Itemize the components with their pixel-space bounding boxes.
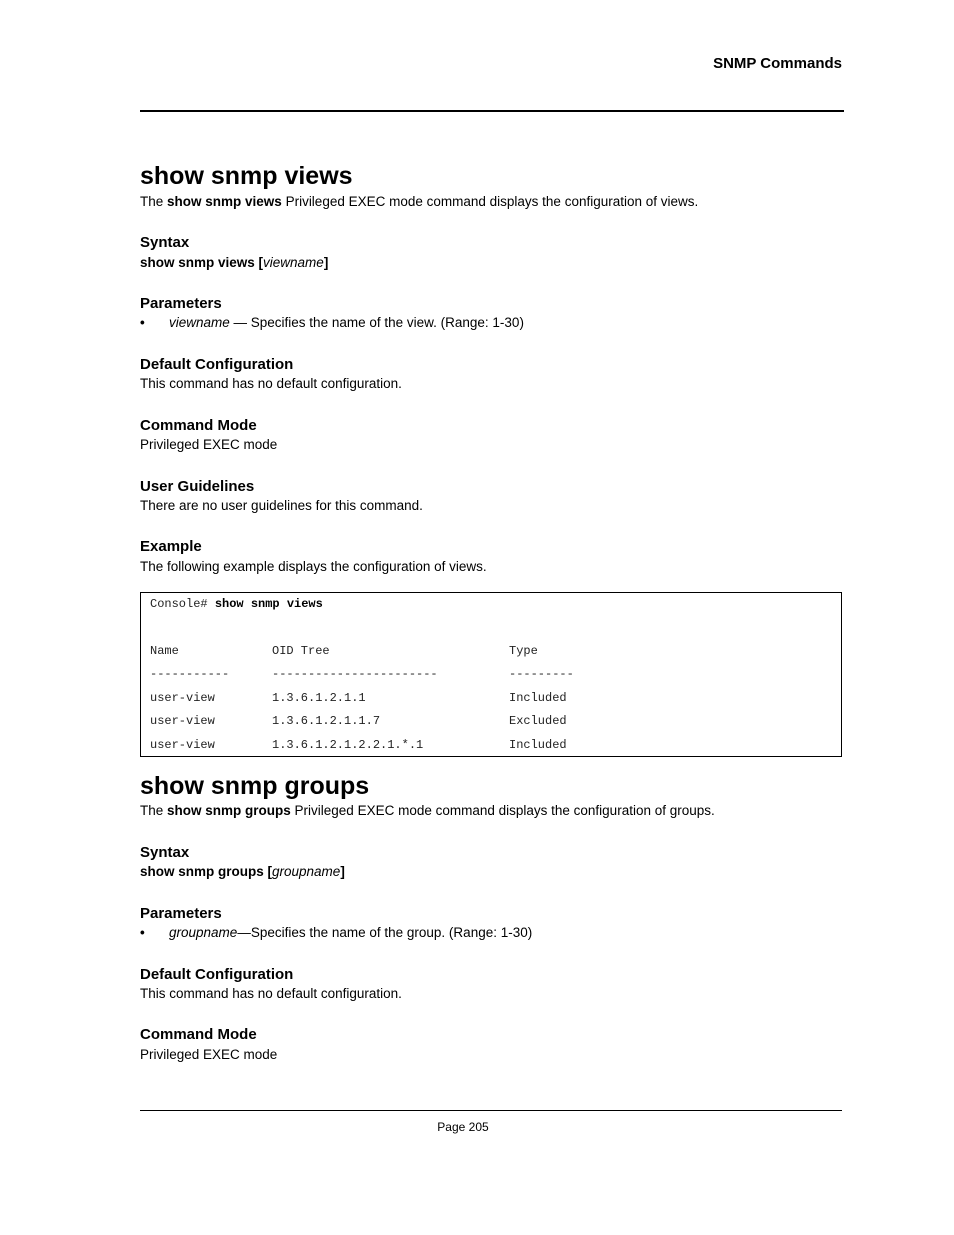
header-rule [140,110,844,112]
footer-rule [140,1110,842,1111]
bullet: • [140,315,145,330]
console-command: show snmp views [214,597,323,611]
views-guidelines-text: There are no user guidelines for this command. [140,498,423,513]
groups-mode-heading: Command Mode [140,1026,257,1043]
groups-default-text: This command has no default configuration. [140,986,402,1001]
views-intro-command: show snmp views [167,194,282,209]
console-cell-oid: 1.3.6.1.2.1.1.7 [272,714,381,728]
groups-param-name: groupname [169,925,238,940]
console-cell-name: user-view [150,738,215,752]
views-parameters-heading: Parameters [140,295,222,312]
console-cell-type: Included [509,691,567,705]
page-number: Page 205 [437,1120,489,1134]
console-cell-oid: 1.3.6.1.2.1.2.2.1.*.1 [272,738,424,752]
views-syntax-arg: viewname [263,255,324,270]
views-guidelines-heading: User Guidelines [140,478,255,495]
views-intro: The show snmp views Privileged EXEC mode command displays the configuration of views. [140,194,699,209]
groups-title: show snmp groups [140,772,370,800]
running-header: SNMP Commands [713,55,842,72]
groups-syntax: show snmp groups [groupname] [140,864,345,879]
console-separator: ----------- [150,667,230,681]
console-cell-type: Included [509,738,567,752]
views-default-text: This command has no default configuration. [140,376,402,391]
console-header-name: Name [150,644,179,658]
views-mode-text: Privileged EXEC mode [140,437,278,452]
views-title: show snmp views [140,162,353,190]
views-example-heading: Example [140,538,202,555]
console-command-line: Console# show snmp views [150,597,323,611]
views-param-item: • viewname — Specifies the name of the view. (Range: 1-30) [140,315,524,330]
console-cell-type: Excluded [509,714,567,728]
console-cell-name: user-view [150,714,215,728]
bullet: • [140,925,145,940]
console-separator: --------- [509,667,574,681]
views-param-name: viewname [169,315,230,330]
groups-intro: The show snmp groups Privileged EXEC mode command displays the configuration of groups. [140,803,715,818]
views-mode-heading: Command Mode [140,417,257,434]
views-example-text: The following example displays the configuration of views. [140,559,487,574]
groups-mode-text: Privileged EXEC mode [140,1047,278,1062]
views-default-heading: Default Configuration [140,356,294,373]
groups-param-item: • groupname—Specifies the name of the group. (Range: 1-30) [140,925,533,940]
console-cell-name: user-view [150,691,215,705]
views-syntax: show snmp views [viewname] [140,255,329,270]
groups-syntax-arg: groupname [272,864,341,879]
console-header-oid: OID Tree [272,644,330,658]
console-example-box [140,592,842,757]
console-cell-oid: 1.3.6.1.2.1.1 [272,691,366,705]
groups-parameters-heading: Parameters [140,905,222,922]
groups-intro-command: show snmp groups [167,803,291,818]
console-separator: ----------------------- [272,667,438,681]
groups-syntax-heading: Syntax [140,844,190,861]
views-syntax-heading: Syntax [140,234,190,251]
groups-default-heading: Default Configuration [140,966,294,983]
console-header-type: Type [509,644,538,658]
